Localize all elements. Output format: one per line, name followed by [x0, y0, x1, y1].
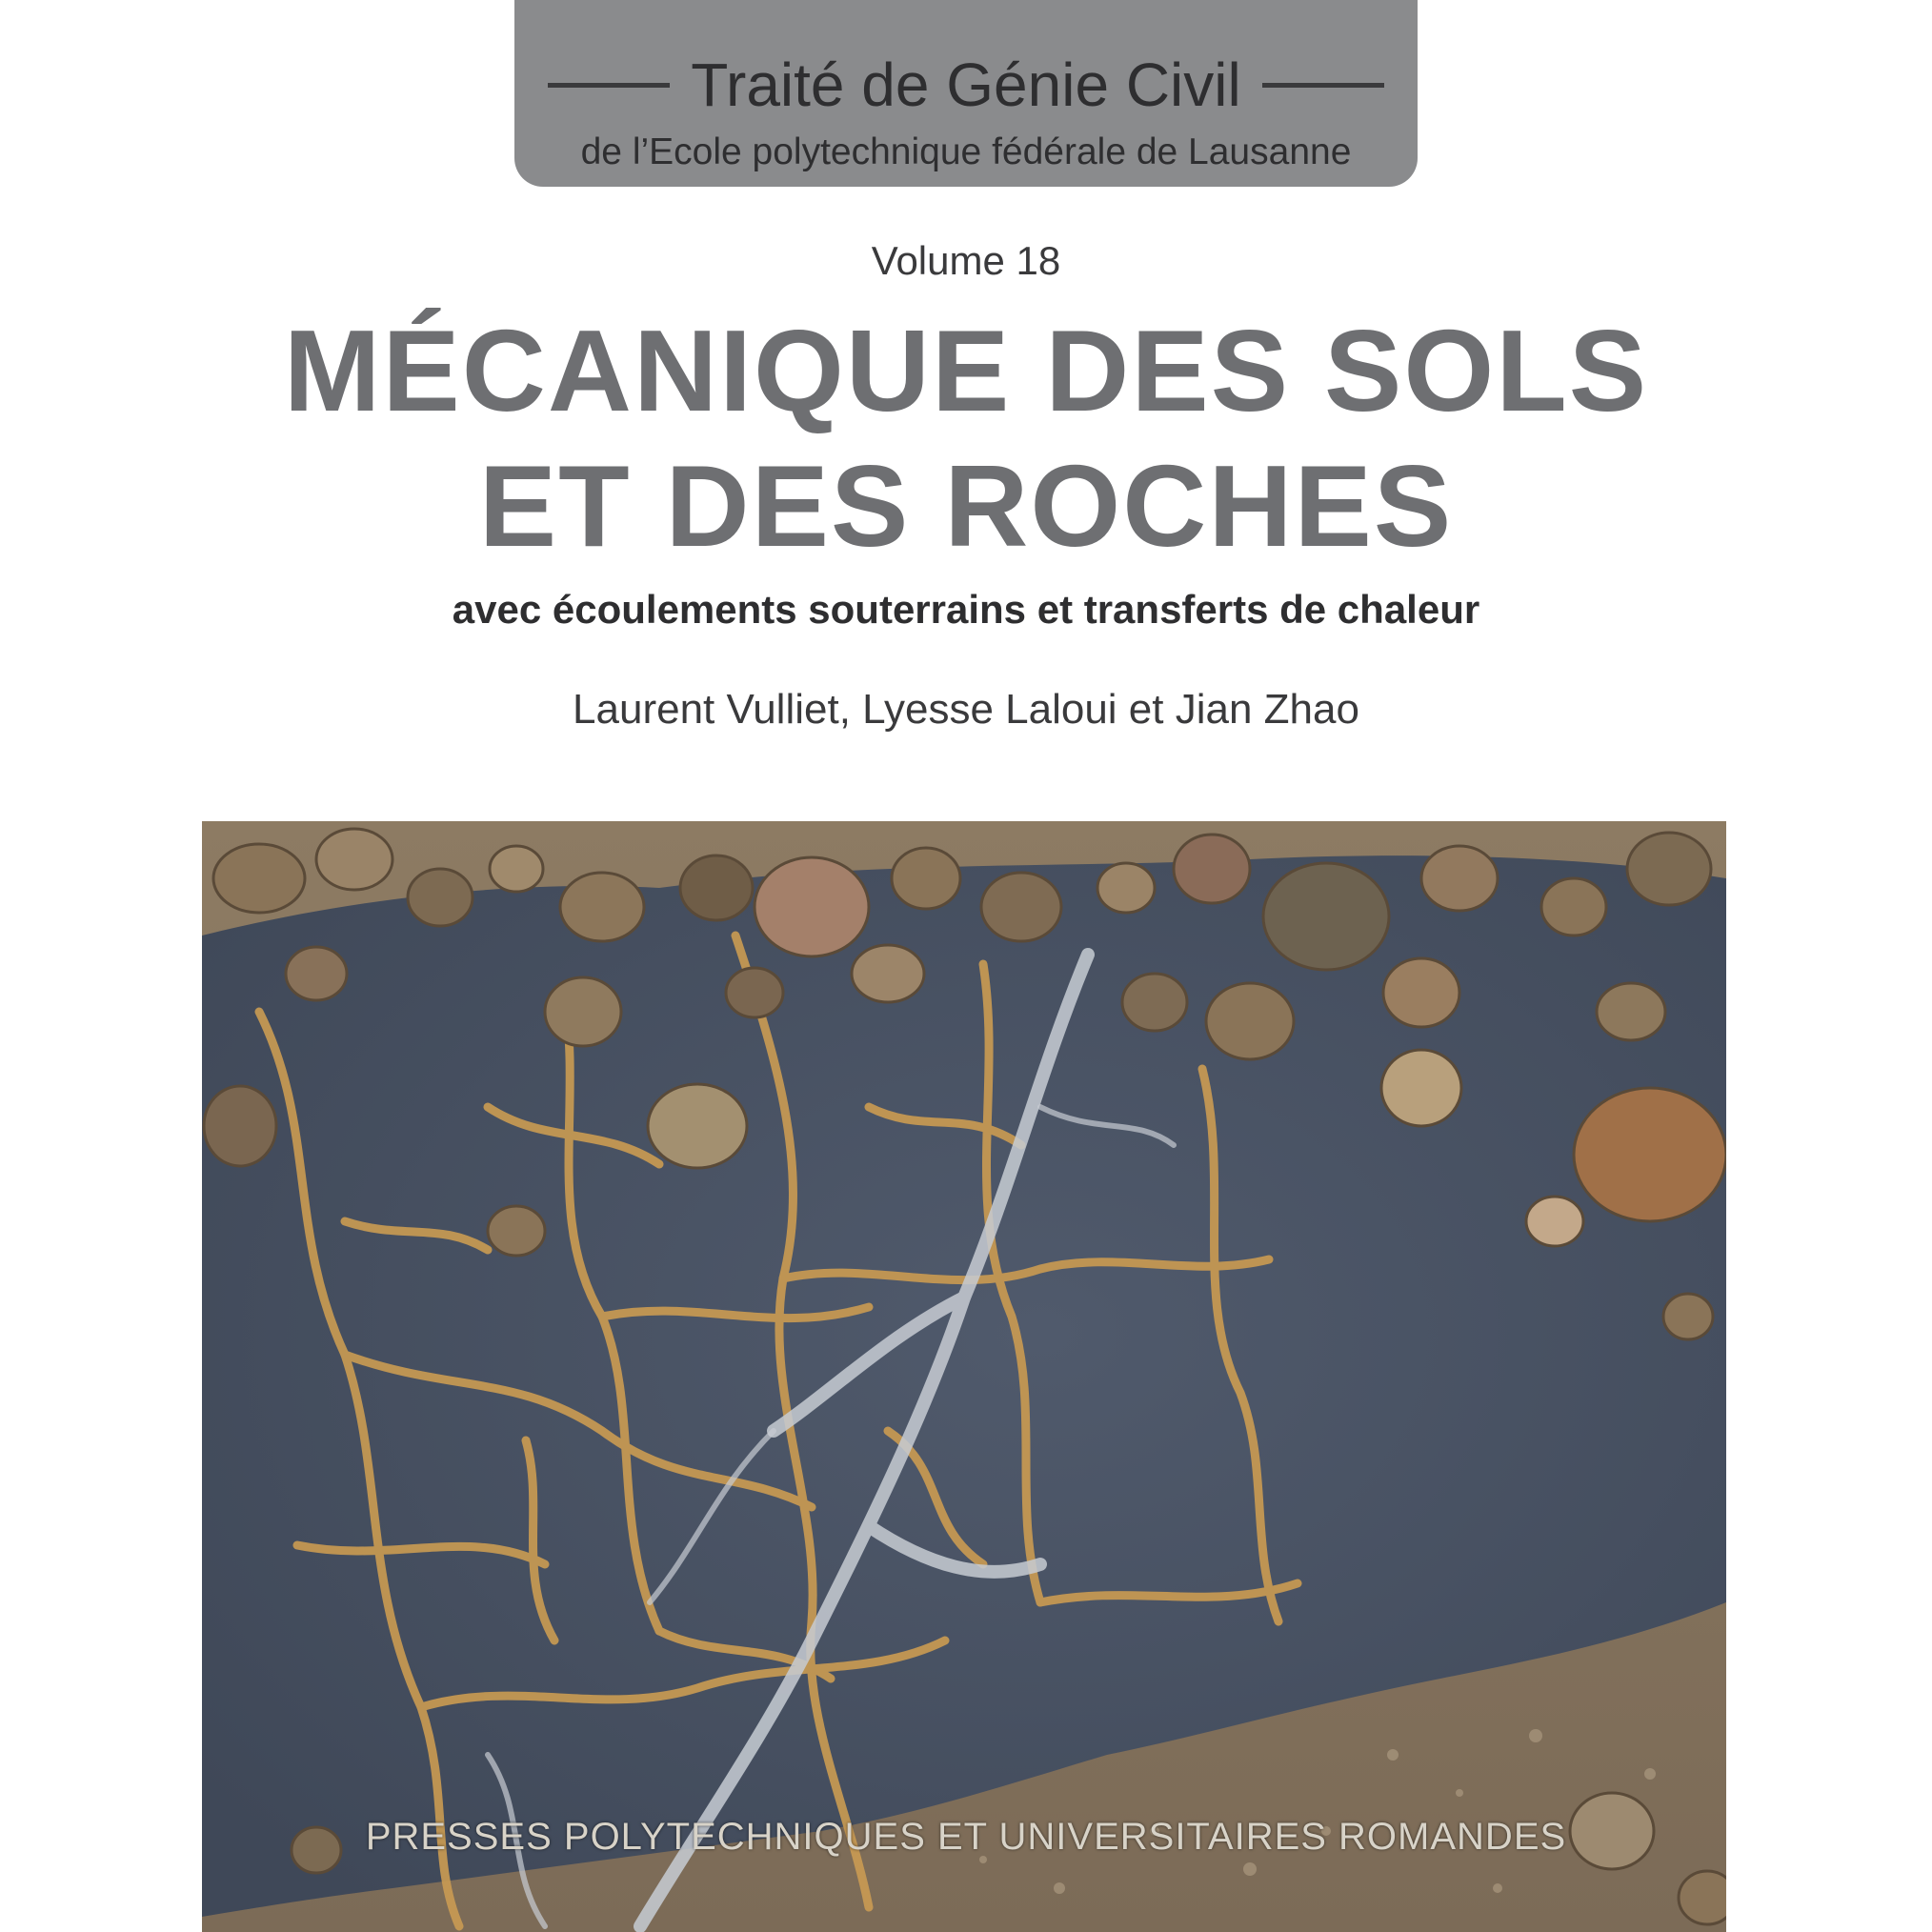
volume-number: Volume 18 [871, 238, 1061, 283]
cover-photo [202, 821, 1726, 1932]
series-subtitle: de l’Ecole polytechnique fédérale de Lausanne [580, 131, 1352, 172]
series-title: Traité de Génie Civil [691, 50, 1241, 119]
book-title [0, 303, 1932, 574]
right-rule-icon [1262, 83, 1384, 88]
publisher: PRESSES POLYTECHNIQUES ET UNIVERSITAIRES ROMANDES [365, 1816, 1567, 1858]
series-title-row [514, 42, 1418, 128]
rock-texture-photo-icon [202, 821, 1726, 1932]
left-rule-icon [548, 83, 670, 88]
book-title-line-1: MÉCANIQUE DES SOLS [283, 306, 1649, 435]
series-banner [514, 0, 1418, 187]
book-title-line-2: ET DES ROCHES [478, 441, 1454, 571]
authors: Laurent Vulliet, Lyesse Laloui et Jian Zhao [573, 686, 1359, 733]
book-subtitle: avec écoulements souterrains et transferts de chaleur [452, 587, 1480, 632]
